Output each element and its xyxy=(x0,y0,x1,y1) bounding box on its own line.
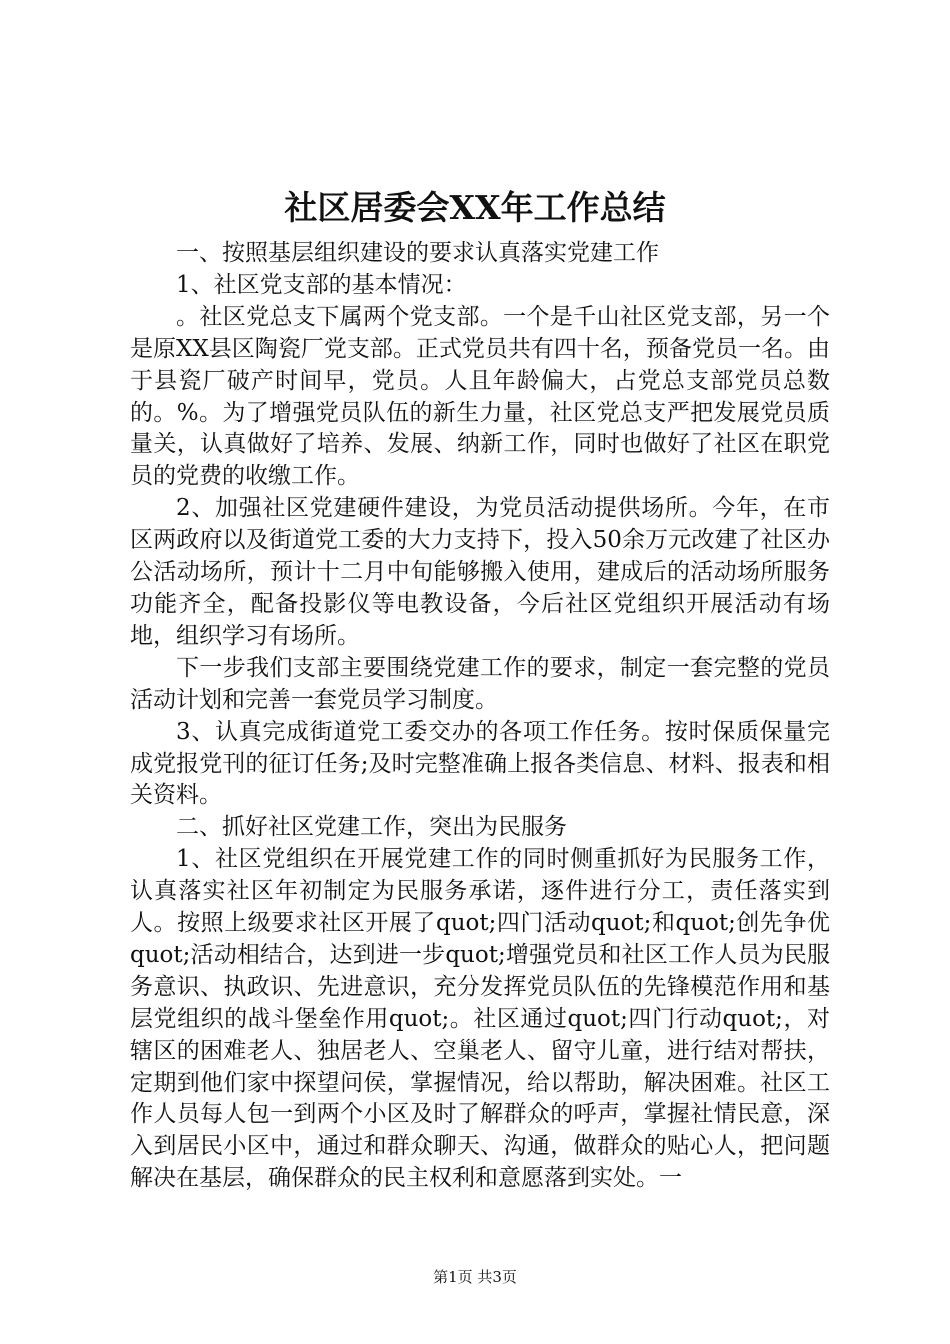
page-footer: 第1页 共3页 xyxy=(433,1268,517,1286)
section-heading-1: 一、按照基层组织建设的要求认真落实党建工作 xyxy=(176,240,659,266)
paragraph: 下一步我们支部主要围绕党建工作的要求，制定一套完整的党员活动计划和完善一套党员学习制度。 xyxy=(130,654,830,713)
paragraph: 1、社区党组织在开展党建工作的同时侧重抓好为民服务工作，认真落实社区年初制定为民服务承诺，逐件进行分工，责任落实到人。按照上级要求社区开展了quot;四门活动quot;和quot;创先争优quot;活动相结合，达到进一步quot;增强党员和社区工作人员为民服务意识、执政识、先进意识，充分发挥党员队伍的先锋模范作用和基层党组织的战斗堡垒作用quot;。社区通过quot;四门行动quot;，对辖区的困难老人、独居老人、空巢老人、留守儿童，进行结对帮扶，定期到他们家中探望问侯，掌握情况，给以帮助，解决困难。社区工作人员每人包一到两个小区及时了解群众的呼声，掌握社情民意，深入到居民小区中，通过和群众聊天、沟通，做群众的贴心人，把问题解决在基层，确保群众的民主权利和意愿落到实处。一 xyxy=(130,846,830,1192)
section-heading-2: 二、抓好社区党建工作，突出为民服务 xyxy=(176,814,567,841)
document-title: 社区居委会XX年工作总结 xyxy=(284,188,666,227)
paragraph: 。社区党总支下属两个党支部。一个是千山社区党支部，另一个是原XX县区陶瓷厂党支部。正式党员共有四十名，预备党员一名。由于县瓷厂破产时间早，党员。人且年龄偏大，占党总支部党员总数的。%。为了增强党员队伍的新生力量，社区党总支严把发展党员质量关，认真做好了培养、发展、纳新工作，同时也做好了社区在职党员的党费的收缴工作。 xyxy=(130,303,830,490)
paragraph: 3、认真完成街道党工委交办的各项工作任务。按时保质保量完成党报党刊的征订任务;及时完整准确上报各类信息、材料、报表和相关资料。 xyxy=(130,718,830,809)
document-body xyxy=(130,238,830,1195)
subsection-heading-1-1: 1、社区党支部的基本情况： xyxy=(176,271,467,298)
paragraph: 2、加强社区党建硬件建设，为党员活动提供场所。今年，在市区两政府以及街道党工委的大力支持下，投入50余万元改建了社区办公活动场所，预计十二月中旬能够搬入使用，建成后的活动场所服务功能齐全，配备投影仪等电教设备，今后社区党组织开展活动有场地，组织学习有场所。 xyxy=(130,495,830,649)
